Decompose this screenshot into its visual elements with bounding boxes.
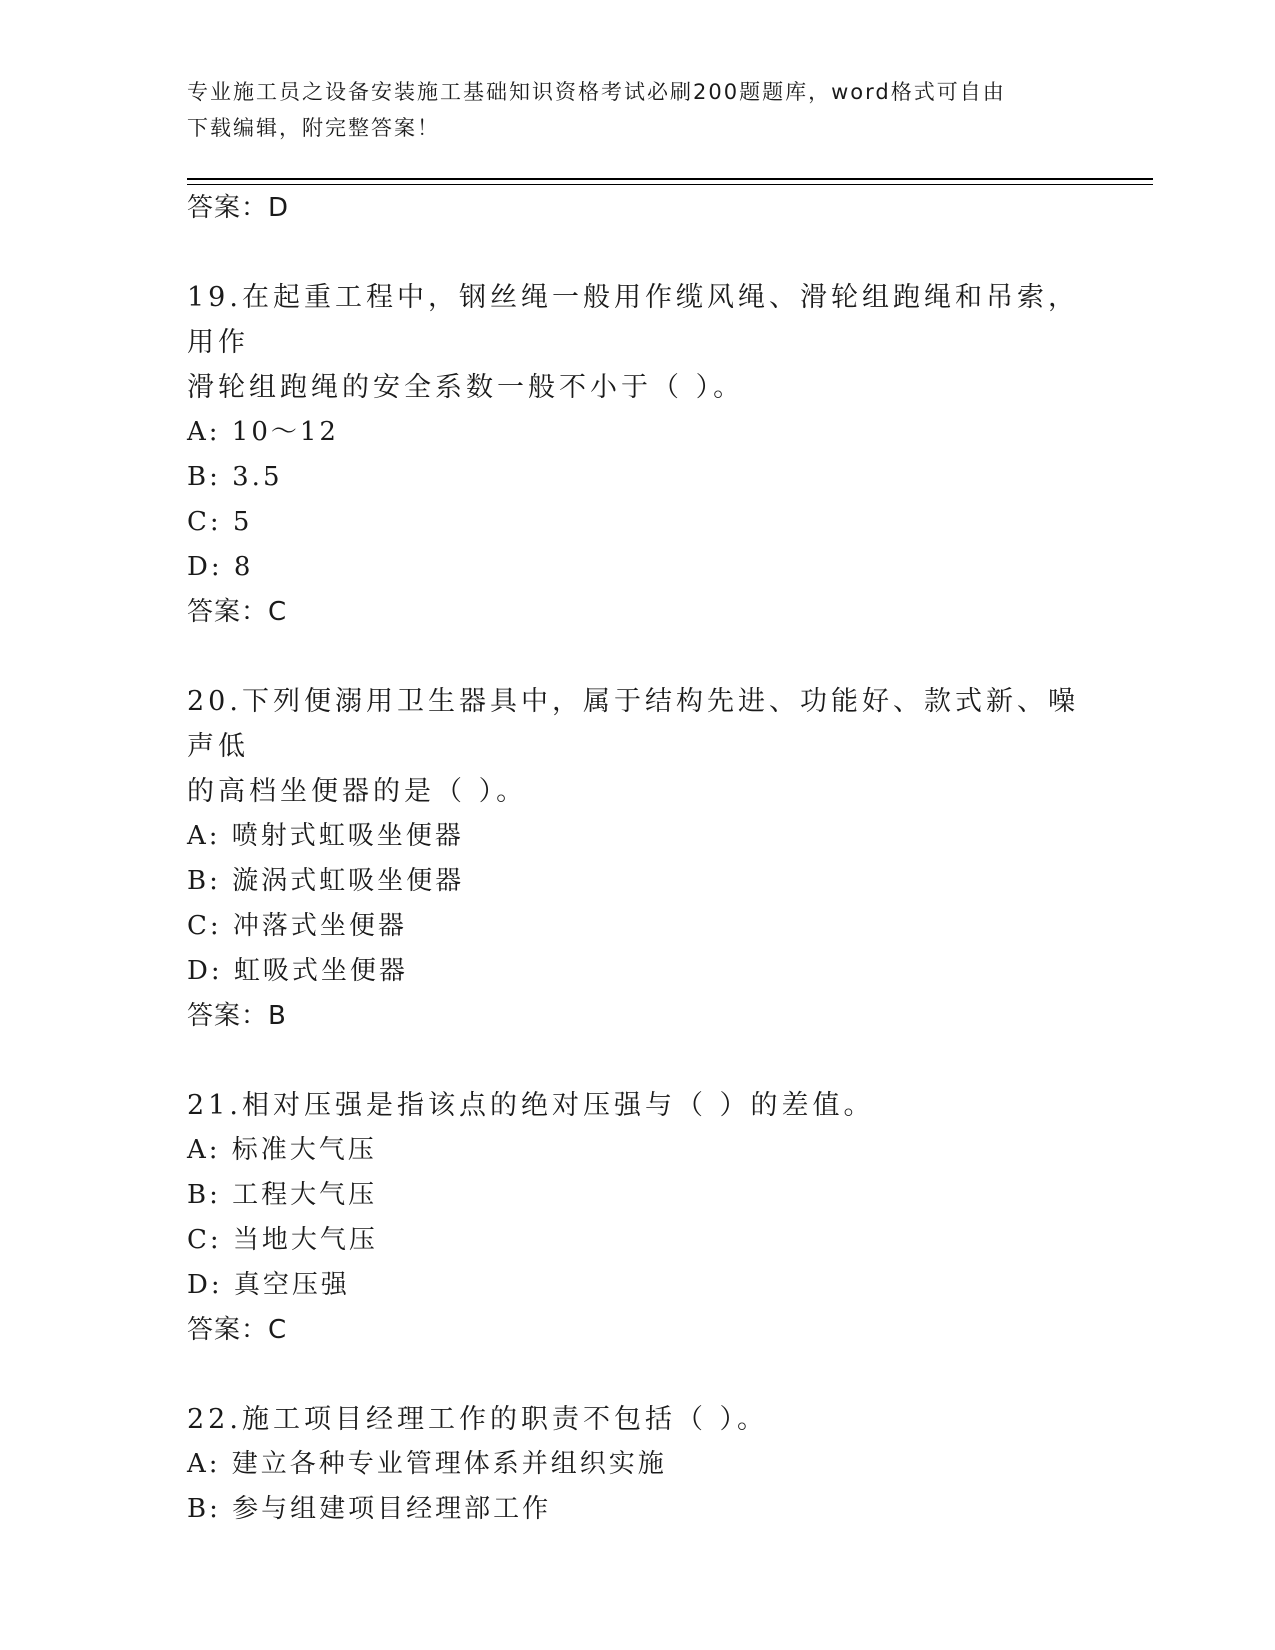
answer-label: 答案：D	[187, 193, 290, 223]
option-a: A: 10～12	[187, 417, 339, 447]
option-b: B: 工程大气压	[187, 1180, 378, 1210]
question-text-line: 滑轮组跑绳的安全系数一般不小于（ ）。	[187, 372, 745, 403]
option-b: B: 参与组建项目经理部工作	[187, 1494, 552, 1524]
question-block-21	[187, 1083, 1087, 1353]
option-a: A: 标准大气压	[187, 1135, 377, 1165]
header-divider-thick	[187, 178, 1153, 180]
question-block-20	[187, 679, 1087, 1039]
question-text-line: 22.施工项目经理工作的职责不包括（ ）。	[187, 1404, 769, 1435]
option-d: D: 8	[187, 552, 254, 582]
question-text-line: 的高档坐便器的是（ ）。	[187, 776, 528, 807]
question-block-22	[187, 1397, 1087, 1532]
question-text-line: 21.相对压强是指该点的绝对压强与（ ）的差值。	[187, 1090, 875, 1121]
option-c: C: 冲落式坐便器	[187, 911, 407, 941]
answer-label: 答案：C	[187, 1315, 288, 1345]
option-a: A: 建立各种专业管理体系并组织实施	[187, 1449, 667, 1479]
option-c: C: 5	[187, 507, 253, 537]
answer-label: 答案：C	[187, 597, 288, 627]
option-d: D: 虹吸式坐便器	[187, 956, 408, 986]
option-b: B: 漩涡式虹吸坐便器	[187, 866, 465, 896]
question-text-line: 20.下列便溺用卫生器具中，属于结构先进、功能好、款式新、噪声低	[187, 686, 1079, 762]
question-text-line: 19.在起重工程中，钢丝绳一般用作缆风绳、滑轮组跑绳和吊索，用作	[187, 282, 1079, 358]
option-c: C: 当地大气压	[187, 1225, 378, 1255]
question-list	[187, 186, 1087, 1532]
question-block-19	[187, 275, 1087, 635]
option-b: B: 3.5	[187, 462, 283, 492]
header-line-1: 专业施工员之设备安装施工基础知识资格考试必刷200题题库，word格式可自由	[187, 80, 1006, 104]
option-a: A: 喷射式虹吸坐便器	[187, 821, 464, 851]
header-line-2: 下载编辑，附完整答案！	[187, 116, 440, 140]
header-divider-thin	[187, 184, 1153, 185]
page-header	[187, 74, 1087, 146]
option-d: D: 真空压强	[187, 1270, 350, 1300]
answer-label: 答案：B	[187, 1001, 287, 1031]
